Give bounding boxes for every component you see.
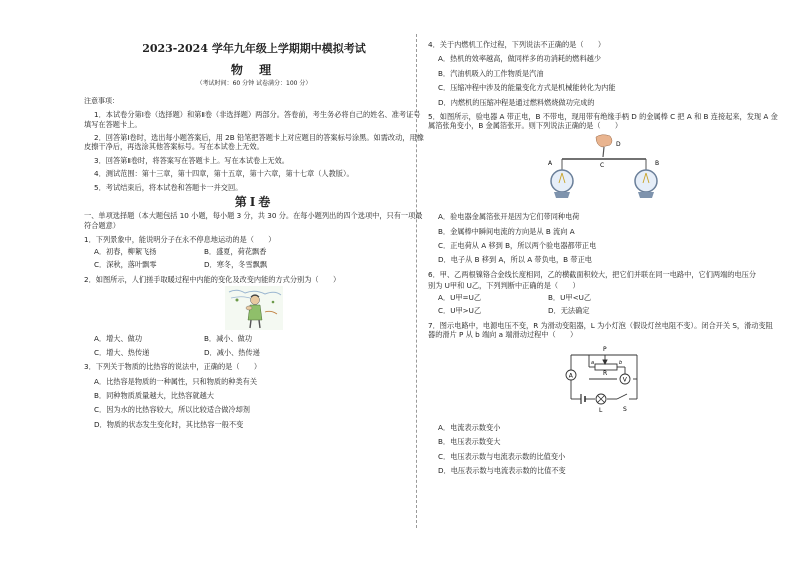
- exam-info: （考试时间：60 分钟 试卷满分：100 分）: [196, 80, 312, 88]
- volume-title: 第Ⅰ卷: [234, 195, 274, 210]
- option-d: D．物质的状态发生变化时，其比热容一般不变: [94, 419, 244, 429]
- option-b: B．金属棒中瞬间电流的方向是从 B 流向 A: [438, 226, 575, 236]
- hand-rubbing-figure: [84, 286, 424, 332]
- note-item: 5．考试结束后，将本试卷和答题卡一并交回。: [94, 182, 243, 192]
- question-2-stem: 2．如图所示，人们搓手取暖过程中内能的变化及改变内能的方式分别为（ ）: [84, 274, 341, 284]
- label-end-b: b: [619, 360, 623, 367]
- option-b: B．同种物质质量越大，比热容就越大: [94, 390, 214, 400]
- right-column: [428, 36, 780, 480]
- section-intro: 一、单项选择题（本大题包括 10 小题，每小题 3 分，共 30 分。在每小题列出的四个选项中，只有一项最符合题意）: [84, 211, 423, 230]
- question-6-stem-line1: 6．甲、乙两根镍铬合金线长度相同，乙的横截面积较大，把它们并联在同一电路中，它们两端的电压分: [428, 269, 757, 279]
- label-r: R: [603, 370, 608, 378]
- option-d: D．电子从 B 移到 A，所以 A 带负电，B 带正电: [438, 255, 592, 265]
- option-d: D．减小、热传递: [204, 347, 260, 357]
- question-7-stem: 7．图示电路中，电源电压不变，R 为滑动变阻器，L 为小灯泡（假设灯丝电阻不变）。闭合开关 S，滑动变阻器的滑片 P 从 b 端向 a 端滑动过程中（ ）: [428, 320, 773, 339]
- option-c: C．因为水的比热容较大，所以比较适合做冷却剂: [94, 405, 250, 415]
- label-a: A: [548, 159, 553, 167]
- option-c: C．深秋，落叶飘零: [94, 260, 157, 270]
- exam-title: 2023-2024 学年九年级上学期期中模拟考试: [142, 42, 366, 55]
- option-b: B．盛夏，荷花飘香: [204, 246, 267, 256]
- option-b: B．U甲<U乙: [548, 292, 592, 302]
- label-end-a: a: [591, 360, 595, 367]
- label-lamp: L: [599, 407, 603, 415]
- circuit-figure: [428, 341, 780, 417]
- question-1-options: [94, 247, 424, 270]
- note-item: 3．回答第Ⅱ卷时，将答案写在答题卡上。写在本试卷上无效。: [94, 155, 289, 165]
- question-3-stem: 3．下列关于物质的比热容的说法中，正确的是（ ）: [84, 362, 262, 372]
- option-a: A．验电器金属箔张开是因为它们带同种电荷: [438, 212, 580, 222]
- question-1-stem: 1．下列景象中，能说明分子在永不停息地运动的是（ ）: [84, 235, 276, 245]
- option-b: B．汽油机吸入的工作物质是汽油: [438, 68, 544, 78]
- question-5-stem: 5．如图所示，验电器 A 带正电，B 不带电，现用带有绝缘手柄 D 的金属棒 C 把 A 和 B 连接起来，发现 A 金属箔张角变小，B 金属箔张开。则下列说法正确的是（ ）: [428, 112, 778, 131]
- option-d: D．无法确定: [548, 306, 590, 316]
- label-c: C: [600, 161, 605, 169]
- note-item: 4．测试范围：第十三章，第十四章，第十五章，第十六章，第十七章（人教版）。: [94, 169, 354, 179]
- option-d: D．内燃机的压缩冲程是通过燃料燃烧做功完成的: [438, 97, 595, 107]
- label-b: B: [655, 159, 660, 167]
- option-a: A．增大、做功: [94, 334, 143, 344]
- question-5-options: [428, 212, 780, 265]
- option-c: C．电压表示数与电流表示数的比值变小: [438, 451, 566, 461]
- label-d: D: [616, 140, 621, 148]
- electroscopes-diagram: [544, 133, 664, 205]
- label-switch: S: [623, 406, 627, 414]
- option-a: A．热机的效率越高，做同样多的功消耗的燃料越少: [438, 54, 602, 64]
- option-d: D．电压表示数与电流表示数的比值不变: [438, 465, 566, 475]
- option-c: C．U甲>U乙: [438, 306, 482, 316]
- question-3-options: [84, 377, 424, 430]
- question-2-options: [94, 334, 424, 357]
- person-rubbing-hands-illustration: [225, 286, 283, 330]
- label-ammeter: A: [568, 372, 573, 380]
- notes-title: 注意事项：: [84, 96, 119, 105]
- question-6-stem-line2: 别为 U甲和 U乙，下列判断中正确的是（ ）: [428, 281, 580, 291]
- label-slider-p: P: [603, 346, 607, 354]
- electroscope-figure: [428, 133, 780, 207]
- question-4-stem: 4．关于内燃机工作过程，下列说法不正确的是（ ）: [428, 40, 606, 49]
- option-c: C．压缩冲程中涉及的能量变化方式是机械能转化为内能: [438, 83, 616, 93]
- option-a: A．电流表示数变小: [438, 422, 501, 432]
- option-c: C．正电荷从 A 移到 B，所以两个验电器都带正电: [438, 241, 597, 251]
- question-4-options: [428, 54, 780, 107]
- note-item: 1．本试卷分第Ⅰ卷（选择题）和第Ⅱ卷（非选择题）两部分。答卷前，考生务必将自己的姓名、准考证号填写在答题卡上。: [84, 110, 421, 129]
- note-item: 2．回答第Ⅰ卷时，选出每小题答案后，用 2B 铅笔把答题卡上对应题目的答案标号涂黑。如需改动，用橡皮擦干净后，再选涂其他答案标号。写在本试卷上无效。: [84, 133, 424, 152]
- option-b: B．减小、做功: [204, 334, 253, 344]
- option-a: A．U甲=U乙: [438, 292, 482, 302]
- option-b: B．电压表示数变大: [438, 437, 501, 447]
- question-6-options: [438, 293, 780, 316]
- subject-title: 物 理: [230, 63, 278, 77]
- option-c: C．增大、热传递: [94, 347, 150, 357]
- option-a: A．初春，柳絮飞扬: [94, 246, 157, 256]
- circuit-diagram: [559, 341, 649, 415]
- left-column: [84, 36, 424, 434]
- label-voltmeter: V: [622, 376, 627, 384]
- option-d: D．寒冬，冬雪飘飘: [204, 260, 268, 270]
- question-7-options: [428, 423, 780, 476]
- option-a: A．比热容是物质的一种属性，只和物质的种类有关: [94, 376, 258, 386]
